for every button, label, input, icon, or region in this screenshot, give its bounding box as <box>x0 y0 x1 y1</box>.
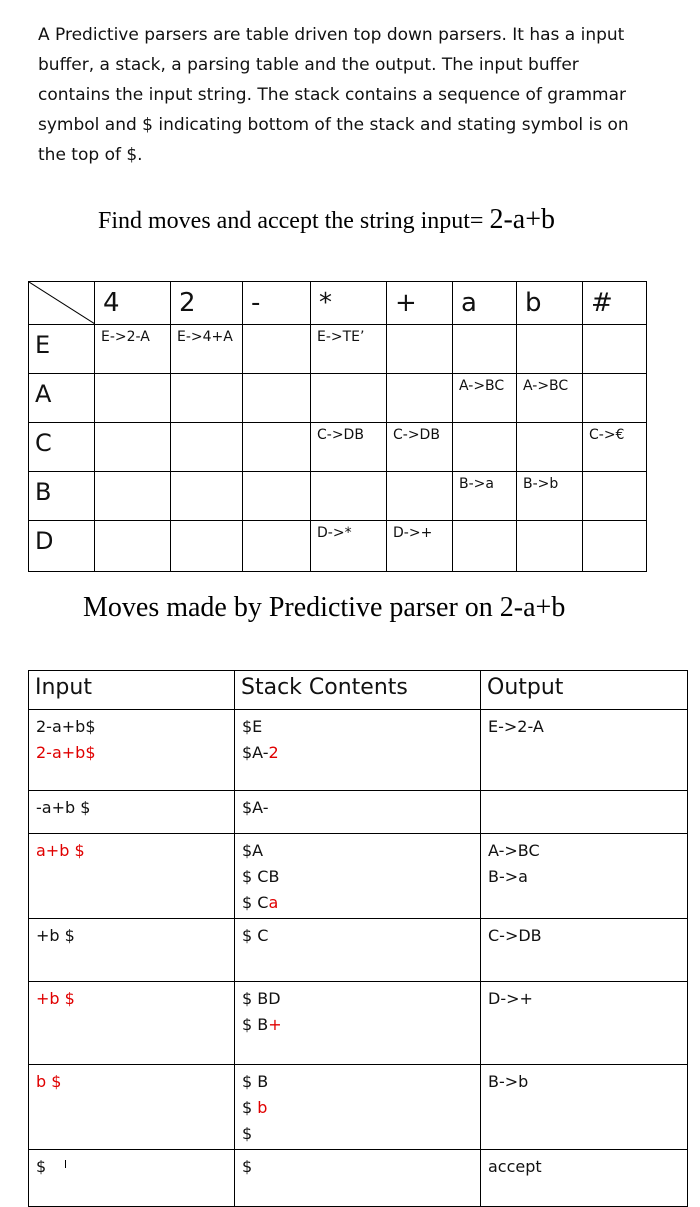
input-cell <box>29 710 235 791</box>
production-cell: E->2-A <box>95 325 171 374</box>
cell-line: $ B+ <box>242 1015 282 1034</box>
production-cell <box>583 521 647 572</box>
production-cell <box>311 472 387 521</box>
production-cell <box>387 472 453 521</box>
cell-line: $ <box>242 1124 253 1143</box>
production-cell <box>583 472 647 521</box>
parsing-table <box>28 281 647 572</box>
stack-cell <box>235 1150 481 1207</box>
parse-table-row <box>29 472 647 521</box>
output-cell <box>481 834 688 919</box>
parse-table-row <box>29 374 647 423</box>
terminal-header: 4 <box>95 282 171 325</box>
nonterminal-label: D <box>29 521 95 572</box>
highlighted-symbol: + <box>268 1015 282 1034</box>
find-moves-heading <box>98 204 555 236</box>
cell-line: $ C <box>242 926 269 945</box>
production-cell <box>517 423 583 472</box>
production-cell: A->BC <box>517 374 583 423</box>
output-cell <box>481 710 688 791</box>
moves-row <box>29 919 688 982</box>
production-cell <box>243 472 311 521</box>
output-cell <box>481 1150 688 1207</box>
cell-line: $E <box>242 717 263 736</box>
stack-cell <box>235 791 481 834</box>
production-cell: D->* <box>311 521 387 572</box>
moves-header-output: Output <box>481 671 688 710</box>
production-cell <box>453 423 517 472</box>
terminal-header: a <box>453 282 517 325</box>
cell-line: b $ <box>36 1072 62 1091</box>
output-cell <box>481 791 688 834</box>
input-cell <box>29 982 235 1065</box>
production-cell <box>95 423 171 472</box>
production-cell: E->4+A <box>171 325 243 374</box>
moves-row <box>29 1065 688 1150</box>
cell-line: $A- <box>242 798 269 817</box>
production-cell: C->DB <box>311 423 387 472</box>
moves-header-input: Input <box>29 671 235 710</box>
output-cell <box>481 982 688 1065</box>
production-cell <box>387 325 453 374</box>
corner-cell <box>29 282 95 325</box>
parse-table-row <box>29 325 647 374</box>
output-line: accept <box>488 1157 542 1176</box>
stack-cell <box>235 710 481 791</box>
terminal-header: * <box>311 282 387 325</box>
moves-heading: Moves made by Predictive parser on 2-a+b <box>83 592 566 623</box>
find-moves-prefix: Find moves and accept the string input= <box>98 208 490 234</box>
production-cell <box>171 374 243 423</box>
highlighted-symbol: a <box>268 893 279 912</box>
corner-diagonal <box>29 282 95 324</box>
input-cell <box>29 1065 235 1150</box>
production-cell: B->a <box>453 472 517 521</box>
cell-line: $ BD <box>242 989 281 1008</box>
production-cell: C->€ <box>583 423 647 472</box>
production-cell: C->DB <box>387 423 453 472</box>
cell-line: 2-a+b$ <box>36 717 96 736</box>
nonterminal-label: E <box>29 325 95 374</box>
input-cell <box>29 834 235 919</box>
input-cell <box>29 1150 235 1207</box>
moves-row <box>29 1150 688 1207</box>
output-line: B->b <box>488 1072 529 1091</box>
stack-cell <box>235 982 481 1065</box>
stray-mark <box>65 1160 66 1168</box>
terminal-header: + <box>387 282 453 325</box>
nonterminal-label: C <box>29 423 95 472</box>
terminal-header: b <box>517 282 583 325</box>
stack-cell <box>235 834 481 919</box>
production-cell <box>95 374 171 423</box>
production-cell <box>387 374 453 423</box>
parse-table-row <box>29 521 647 572</box>
moves-row <box>29 834 688 919</box>
nonterminal-label: A <box>29 374 95 423</box>
terminal-header: # <box>583 282 647 325</box>
production-cell <box>517 325 583 374</box>
production-cell <box>95 472 171 521</box>
output-cell <box>481 1065 688 1150</box>
production-cell <box>243 423 311 472</box>
cell-line: +b $ <box>36 926 75 945</box>
output-line: C->DB <box>488 926 542 945</box>
stack-cell <box>235 1065 481 1150</box>
production-cell: D->+ <box>387 521 453 572</box>
production-cell <box>517 521 583 572</box>
terminal-header: - <box>243 282 311 325</box>
output-line: E->2-A <box>488 717 544 736</box>
moves-row <box>29 791 688 834</box>
moves-header-stack: Stack Contents <box>235 671 481 710</box>
terminal-header: 2 <box>171 282 243 325</box>
output-line: B->a <box>488 867 528 886</box>
cell-line: $ b <box>242 1098 268 1117</box>
production-cell <box>243 374 311 423</box>
cell-line: $ <box>36 1157 47 1176</box>
stack-cell <box>235 919 481 982</box>
cell-line: $ <box>242 1157 253 1176</box>
production-cell <box>243 521 311 572</box>
cell-line: 2-a+b$ <box>36 743 96 762</box>
moves-row <box>29 710 688 791</box>
moves-row <box>29 982 688 1065</box>
production-cell <box>453 521 517 572</box>
production-cell: A->BC <box>453 374 517 423</box>
highlighted-symbol: 2 <box>268 743 279 762</box>
production-cell <box>453 325 517 374</box>
production-cell <box>171 472 243 521</box>
production-cell <box>171 423 243 472</box>
production-cell <box>583 374 647 423</box>
cell-line: $ CB <box>242 867 280 886</box>
input-cell <box>29 919 235 982</box>
cell-line: a+b $ <box>36 841 85 860</box>
cell-line: $ Ca <box>242 893 279 912</box>
output-line: A->BC <box>488 841 540 860</box>
input-string: 2-a+b <box>489 204 556 235</box>
output-cell <box>481 919 688 982</box>
cell-line: +b $ <box>36 989 75 1008</box>
production-cell <box>243 325 311 374</box>
production-cell <box>95 521 171 572</box>
parse-table-row <box>29 423 647 472</box>
output-line: D->+ <box>488 989 533 1008</box>
cell-line: -a+b $ <box>36 798 91 817</box>
production-cell <box>171 521 243 572</box>
production-cell <box>311 374 387 423</box>
production-cell: B->b <box>517 472 583 521</box>
moves-table <box>28 670 688 1207</box>
highlighted-symbol: b <box>257 1098 268 1117</box>
intro-paragraph: A Predictive parsers are table driven top down parsers. It has a input buffer, a stack, a parsing table and the output. The input buffer contains the input string. The stack contains a sequence of grammar symbol and $ indicating bottom of the stack and stating symbol is on the top of $. <box>38 25 629 165</box>
input-cell <box>29 791 235 834</box>
cell-line: $A-2 <box>242 743 279 762</box>
production-cell: E->TE’ <box>311 325 387 374</box>
production-cell <box>583 325 647 374</box>
cell-line: $A <box>242 841 264 860</box>
nonterminal-label: B <box>29 472 95 521</box>
cell-line: $ B <box>242 1072 269 1091</box>
